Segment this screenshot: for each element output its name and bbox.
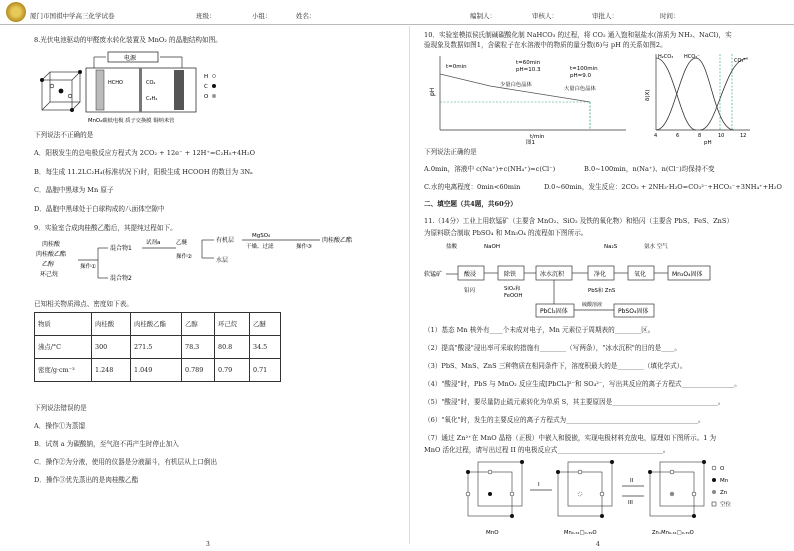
svg-text:I: I xyxy=(538,482,540,488)
legend-c: C xyxy=(204,84,208,90)
editor-label: 编制人： xyxy=(470,12,496,20)
svg-text:氧化: 氧化 xyxy=(634,271,647,278)
svg-text:δ(X): δ(X) xyxy=(645,89,651,101)
q10-option-d: D.0~60min，发生反应：2CO₂ + 2NH₃·H₂O=CO₃²⁻+HCO₃⁻+3NH₄⁺+H₂O xyxy=(544,183,782,191)
svg-text:软锰矿: 软锰矿 xyxy=(424,271,443,278)
svg-text:O: O xyxy=(720,466,725,472)
q10-stem: 10．实验室模拟侯氏制碱碳酸化制 NaHCO₃ 的过程，将 CO₂ 通入饱和氨盐水(溶质为 NH₃、NaCl)，实 xyxy=(424,31,732,39)
q11-sub-5: （5）"酸浸"时，要尽量防止硫元素转化为单质 S，其主要原因是________________________________。 xyxy=(424,398,725,406)
q9-flow-diagram xyxy=(34,234,374,296)
q11-unit-cells xyxy=(464,460,754,542)
q9-property-table xyxy=(34,312,281,382)
table-header-row: 物质 肉桂酸 肉桂酸乙酯 乙醇 环己烷 乙醚 xyxy=(35,313,281,336)
page-number-right: 4 xyxy=(596,541,600,548)
q11-sub-2: （2）提高"酸浸"浸出率可采取的措施有________（写两条），"冰水沉积"的目的是____。 xyxy=(424,344,681,352)
svg-text:操作②: 操作② xyxy=(176,254,192,260)
svg-text:Na₂S: Na₂S xyxy=(604,244,618,250)
name-label: 姓名： xyxy=(296,12,316,20)
q10-option-b: B.0~100min，n(Na⁺)、n(Cl⁻)均保持不变 xyxy=(584,165,715,173)
svg-text:4: 4 xyxy=(654,133,658,139)
svg-text:II: II xyxy=(630,478,634,484)
legend-o: O xyxy=(204,94,209,100)
svg-text:酸浸: 酸浸 xyxy=(464,271,477,278)
approver-label: 审批人： xyxy=(592,12,618,20)
school-name: 厦门市国祺中学高三化学试卷 xyxy=(30,12,115,20)
svg-text:H₂CO₃: H₂CO₃ xyxy=(658,54,674,60)
svg-text:Mn: Mn xyxy=(720,478,729,484)
svg-text:FeOOH: FeOOH xyxy=(504,293,523,299)
svg-text:肉桂酸乙酯: 肉桂酸乙酯 xyxy=(322,237,353,244)
q11-stem-2: 为原料联合制取 PbSO₄ 和 Mn₃O₄ 的流程如下图所示。 xyxy=(424,229,588,237)
svg-text:ZnₓMn₀.₆₁□₀.₃₉O: ZnₓMn₀.₆₁□₀.₃₉O xyxy=(652,530,694,536)
svg-text:肉桂酸乙酯: 肉桂酸乙酯 xyxy=(36,251,67,258)
q8-device-figure xyxy=(36,48,236,128)
svg-text:除铁: 除铁 xyxy=(504,271,517,278)
svg-text:操作③: 操作③ xyxy=(296,244,312,250)
q8-ask: 下列说法不正确的是 xyxy=(34,131,94,139)
class-label: 班级： xyxy=(196,12,216,20)
svg-text:乙醇: 乙醇 xyxy=(42,261,55,268)
svg-text:HCO₃⁻: HCO₃⁻ xyxy=(684,54,700,60)
column-divider xyxy=(409,26,410,544)
svg-text:pH=10.3: pH=10.3 xyxy=(516,67,541,73)
q10-stem-2: 验现象及数据如图1，含碳粒子在水溶液中的物质的量分数(δ)与 pH 的关系如图2。 xyxy=(424,41,667,49)
svg-text:有机层: 有机层 xyxy=(216,237,235,244)
q10-option-a: A.0min，溶液中 c(Na⁺)+c(NH₄⁺)=c(Cl⁻) xyxy=(424,165,556,173)
q10-ask: 下列说法正确的是 xyxy=(424,148,477,156)
svg-text:III: III xyxy=(628,500,633,506)
svg-text:pH: pH xyxy=(704,140,712,146)
q10-option-c: C.水的电离程度：0min<60min xyxy=(424,183,521,191)
svg-text:混合物1: 混合物1 xyxy=(110,245,132,252)
q11-sub-7: （7）通过 Zn²⁺在 MnO 晶格（正极）中嵌入和脱嵌，实现电极材料充放电，原理如下图所示。1 为 xyxy=(424,434,717,442)
svg-text:pH: pH xyxy=(429,87,436,96)
svg-text:干燥、过滤: 干燥、过滤 xyxy=(246,244,274,250)
q10-figure-1 xyxy=(430,52,630,144)
svg-text:乙醚: 乙醚 xyxy=(176,240,188,246)
svg-text:大量白色晶体: 大量白色晶体 xyxy=(564,86,596,92)
svg-text:CO₃²⁻: CO₃²⁻ xyxy=(734,58,749,64)
q9-stem: 9．实验室合成肉桂酸乙酯后，其提纯过程如下。 xyxy=(34,224,177,232)
svg-text:t=0min: t=0min xyxy=(446,64,467,70)
q8-option-c: C．晶胞中黑球为 Mn 原子 xyxy=(34,186,114,194)
school-logo-icon xyxy=(6,2,26,22)
svg-text:Zn: Zn xyxy=(720,490,728,496)
page-header xyxy=(0,0,794,25)
svg-text:硫酸溶液: 硫酸溶液 xyxy=(582,302,603,308)
svg-text:10: 10 xyxy=(718,133,725,139)
svg-text:MgSO₄: MgSO₄ xyxy=(252,233,271,239)
svg-text:铅闪: 铅闪 xyxy=(464,288,476,294)
svg-text:pH=9.0: pH=9.0 xyxy=(570,73,591,79)
q9-option-d: D．操作③优先蒸出的是肉桂酸乙酯 xyxy=(34,476,139,484)
q8-figure-caption: MnO₂碳纸电极 质子交换膜 铜纳米管 xyxy=(88,118,175,124)
svg-text:环己烷: 环己烷 xyxy=(40,271,59,278)
svg-text:试剂a: 试剂a xyxy=(146,240,161,246)
svg-text:Mn₀.₆₁□₀.₃₉O: Mn₀.₆₁□₀.₃₉O xyxy=(564,530,597,536)
svg-text:PbS和 ZnS: PbS和 ZnS xyxy=(588,288,616,294)
svg-text:混合物2: 混合物2 xyxy=(110,275,132,282)
q9-option-a: A．操作①为蒸馏 xyxy=(34,422,85,430)
page-number-left: 3 xyxy=(206,541,210,548)
svg-text:8: 8 xyxy=(698,133,702,139)
q11-sub-3: （3）PbS、MnS、ZnS 三种物质在相同条件下，溶度积最大的是________（填化学式）。 xyxy=(424,362,687,370)
q9-option-b: B．试剂 a 为碳酸钠，至气泡不再产生时停止加入 xyxy=(34,440,179,448)
section-title: 二、填空题（共4题，共60分） xyxy=(424,200,517,208)
svg-text:少量白色晶体: 少量白色晶体 xyxy=(500,82,532,88)
svg-text:PbCl₂固体: PbCl₂固体 xyxy=(540,308,568,315)
svg-text:图1: 图1 xyxy=(526,140,535,146)
cell-zn-inserted xyxy=(648,460,706,518)
svg-text:NaOH: NaOH xyxy=(484,244,500,250)
svg-text:冰水沉积: 冰水沉积 xyxy=(540,271,565,278)
q8-option-b: B．每生成 11.2LC₂H₄(标准状况下)时，阳极生成 HCOOH 的数目为 3Nₐ xyxy=(34,168,253,176)
svg-text:空位: 空位 xyxy=(720,502,732,508)
svg-text:MnO: MnO xyxy=(486,530,499,536)
q11-stem: 11.（14分）工业上用软锰矿（主要含 MnO₂、SiO₂ 及铁的氧化物）和铅闪（主要含 PbS、FeS、ZnS） xyxy=(424,217,734,225)
svg-text:操作①: 操作① xyxy=(80,264,96,270)
svg-text:t=100min: t=100min xyxy=(570,66,598,72)
svg-text:HCHO: HCHO xyxy=(108,80,123,86)
q9-table-intro: 已知相关物质沸点、密度如下表。 xyxy=(34,300,133,308)
svg-text:C₂H₄: C₂H₄ xyxy=(146,96,158,102)
cell-mn-vacancy xyxy=(556,460,614,518)
mno2-unit-cell xyxy=(40,70,82,112)
table-row: 沸点/°C 300 271.5 78.3 80.8 34.5 xyxy=(35,336,281,359)
q8-stem: 8.光伏电池驱动的甲醛废水转化装置及 MnO₂ 的晶胞结构如图。 xyxy=(34,36,222,44)
svg-text:SiO₂和: SiO₂和 xyxy=(504,286,521,292)
svg-text:t=60min: t=60min xyxy=(516,60,541,66)
q11-sub-7b: MnO 活化过程，请写出过程 II 的电极反应式________________________________。 xyxy=(424,446,670,454)
q8-option-d: D．晶胞中黑球处于白球构成的八面体空隙中 xyxy=(34,205,165,213)
q11-sub-4: （4）"酸浸"时，PbS 与 MnO₂ 反应生成[PbCl₄]²⁻和 SO₄²⁻，写出其反应的离子方程式________________。 xyxy=(424,380,741,388)
svg-text:盐酸: 盐酸 xyxy=(446,244,458,250)
q8-option-a: A．阳极发生的总电极反应方程式为 2CO₂ + 12e⁻ + 12H⁺=C₂H₅+4H₂O xyxy=(34,149,256,157)
power-label: 电源 xyxy=(124,55,137,62)
svg-text:净化: 净化 xyxy=(594,271,607,278)
legend-h: H xyxy=(204,74,209,80)
svg-text:氨水 空气: 氨水 空气 xyxy=(644,244,668,250)
q11-sub-1: （1）基态 Mn 核外有____个未成对电子，Mn 元素位于周期表的________区。 xyxy=(424,326,655,334)
cell-mno xyxy=(466,460,524,518)
svg-text:CO₂: CO₂ xyxy=(146,80,156,86)
group-label: 小组： xyxy=(252,12,272,20)
svg-text:水层: 水层 xyxy=(216,257,229,264)
reviewer-label: 审核人： xyxy=(532,12,558,20)
svg-text:Mn₃O₄固体: Mn₃O₄固体 xyxy=(672,271,703,278)
svg-text:6: 6 xyxy=(676,133,680,139)
svg-text:PbSO₄固体: PbSO₄固体 xyxy=(618,308,649,315)
q9-ask: 下列说法错误的是 xyxy=(34,404,87,412)
q11-process-flow xyxy=(424,240,764,322)
svg-text:肉桂酸: 肉桂酸 xyxy=(42,241,61,248)
svg-text:12: 12 xyxy=(740,133,747,139)
q11-sub-6: （6）"氧化"时，发生的主要反应的离子方程式为________________________________________。 xyxy=(424,416,705,424)
svg-text:t/min: t/min xyxy=(530,134,545,140)
q10-figure-2 xyxy=(644,50,754,146)
q9-option-c: C．操作②为分液，使用的仪器是分液漏斗，有机层从上口倒出 xyxy=(34,458,218,466)
table-row: 密度/g·cm⁻³ 1.248 1.049 0.789 0.79 0.71 xyxy=(35,359,281,382)
time-label: 时间： xyxy=(660,12,680,20)
